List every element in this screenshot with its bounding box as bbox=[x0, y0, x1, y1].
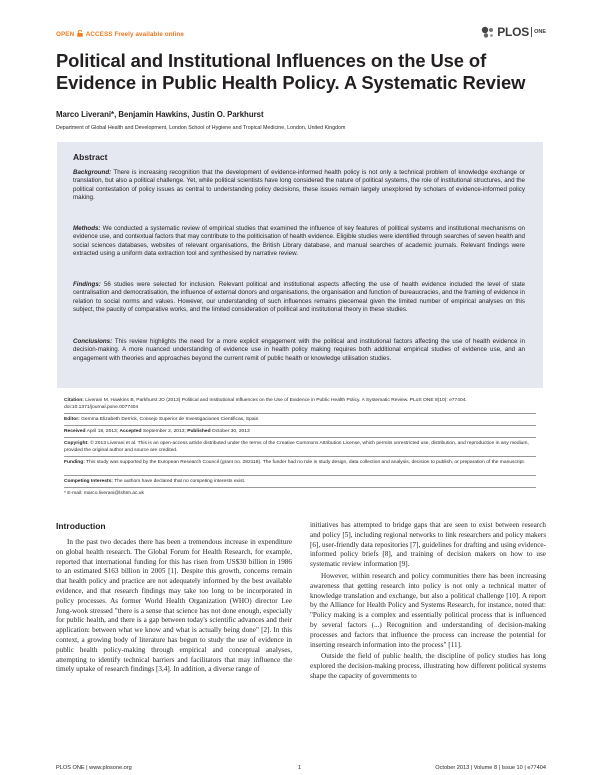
abstract-findings: Findings: 56 studies were selected for inclusion. Relevant political and institutional aspects affecting the use of health evidence included the level of state centralisation and democratisation, the influence of external donors and organisations, the organisation and function of bureaucracies, and the framing of evidence in relation to social norms and values. However, our understanding of such influences remains piecemeal given the limited number of empirical analyses on this subject, the paucity of comparative works, and the limited consideration of political and institutional theory in these studies. bbox=[73, 281, 525, 314]
footer-journal: PLOS ONE | www.plosone.org bbox=[56, 765, 132, 771]
abstract-background: Background: There is increasing recognition that the development of evidence-informed health policy is not only a technical problem of knowledge exchange or translation, but also a political challenge. Yet, while political scientists have long considered the nature of political systems, the role of institutional structures, and the political contestation of policy issues as central to understanding policy decisions, these issues remain largely unexplored by scholars of evidence-informed policy making. bbox=[73, 169, 526, 202]
competing-interests: Competing Interests: The authors have declared that no competing interests exist. bbox=[64, 479, 246, 484]
body-paragraph: initiatives has attempted to bridge gaps that are seen to exist between research and policy [5], including regional networks to link researchers and policy makers [6], user-friendly data repositories [7], guidelines for drafting and using evidence-informed policy briefs [8], and training of decision makers on how to use systematic review information [9]. bbox=[310, 521, 546, 569]
plos-logo-icon bbox=[481, 26, 495, 38]
page-number: 1 bbox=[298, 765, 302, 771]
copyright: Copyright: © 2013 Liverani et al. This is an open-access article distributed under the terms of the Creative Commons Attribution License, which permits unrestricted use, distribution, and reproduction in any medium, provided the original author and source are credited. bbox=[64, 441, 529, 453]
open-access-badge: OPEN ACCESS Freely available online bbox=[56, 31, 184, 38]
editor: Editor: Gemma Elizabeth Derrick, Consejo Superior de Investigaciones Cientificas, Spain bbox=[64, 417, 259, 422]
freely-available-label: Freely available online bbox=[114, 31, 184, 38]
body-paragraph: However, within research and policy communities there has been increasing awareness that getting research into policy is not only a technical matter of knowledge translation and exchange, but also a political challenge [10]. A report by the Alliance for Health Policy and Systems Research, for instance, noted that: "Policy making is a complex and essentially political process that is influenced by several factors (...) Recognition and understanding of decision-making processes and factors that influence the process can increase the potential for inserting research information into the process" [11]. bbox=[310, 571, 546, 649]
divider bbox=[64, 425, 536, 426]
body-paragraph: In the past two decades there has been a tremendous increase in expenditure on global health research. The Global Forum for Health Research, for example, reported that international funding for this has risen from US$30 billion in 1986 to an estimated $163 billion in 2005 [1]. Despite this growth, concerns remain that health policy and practice are not adequately informed by the best available evidence, and that research findings may take too long to be incorporated in policy processes. As former World Health Organization (WHO) director Lee Jong-wook stressed "there is a sense that science has not done enough, especially for public health, and there is a gap between today's scientific advances and their application: between what we know and what is actually being done" [2]. In this context, a growing body of literature has begun to study the use of evidence in public health policy-making through empirical and conceptual analyses, attempting to identify technical barriers and facilitators that may influence the timely uptake of research findings [3,4]. In addition, a diverse range of bbox=[56, 538, 292, 674]
footer-issue: October 2013 | Volume 8 | Issue 10 | e77404 bbox=[435, 765, 546, 771]
author-list: Marco Liverani*, Benjamin Hawkins, Justin O. Parkhurst bbox=[56, 110, 264, 119]
journal-header bbox=[56, 27, 546, 47]
abstract-heading: Abstract bbox=[73, 152, 108, 162]
citation: Citation: Liverani M, Hawkins B, Parkhurst JO (2013) Political and Institutional Influences on the Use of Evidence in Public Health Policy. A Systematic Review. PLoS ONE 8(10): e77404. doi:10.1371/journal.pone.0077404 bbox=[64, 398, 467, 410]
funding: Funding: This study was supported by the European Research Council (grant no. 282118). The funder had no role in study design, data collection and analysis, decision to publish, or preparation of the manuscript. bbox=[64, 460, 526, 465]
email[interactable]: * E-mail: marco.liverani@lshtm.ac.uk bbox=[64, 491, 144, 496]
dates: Received April 18, 2013; Accepted September 2, 2013; Published October 30, 2013 bbox=[64, 429, 250, 434]
abstract-conclusions: Conclusions: This review highlights the need for a more explicit engagement with the political and institutional factors affecting the use of health evidence in decision-making. A more nuanced understanding of evidence use in health policy making requires both additional empirical studies of evidence use, and an engagement with theories and approaches beyond the current remit of public health or knowledge utilisation studies. bbox=[73, 338, 525, 362]
page-footer bbox=[56, 765, 546, 774]
body-column-right bbox=[310, 521, 546, 682]
body-paragraph: Outside the field of public health, the discipline of policy studies has long explored the decision-making process, illustrating how different political systems shape the capacity of governments to bbox=[310, 652, 546, 680]
affiliation: Department of Global Health and Development, London School of Hygiene and Tropical Medicine, London, United Kingdom bbox=[56, 125, 346, 131]
open-lock-icon bbox=[77, 30, 83, 37]
abstract-methods: Methods: We conducted a systematic review of empirical studies that examined the influence of key features of political systems and institutional mechanisms on evidence use, and contextual factors that may contribute to the politicisation of health evidence. Eligible studies were identified through searches of seven health and social sciences databases, websites of relevant organisations, the British Library database, and manual searches of academic journals. Relevant findings were extracted using a uniform data extraction tool and synthesised by narrative review. bbox=[73, 225, 525, 258]
divider bbox=[64, 413, 536, 414]
body-column-left bbox=[56, 538, 292, 675]
divider bbox=[64, 487, 536, 488]
divider bbox=[64, 475, 536, 476]
divider bbox=[64, 437, 536, 438]
plos-one-logo: PLOS ONE bbox=[481, 25, 546, 39]
introduction-heading: Introduction bbox=[56, 521, 106, 531]
divider bbox=[64, 456, 536, 457]
paper-title: Political and Institutional Influences on the Use of Evidence in Public Health Policy. A Systematic Review bbox=[56, 50, 526, 93]
abstract-box bbox=[57, 142, 543, 388]
